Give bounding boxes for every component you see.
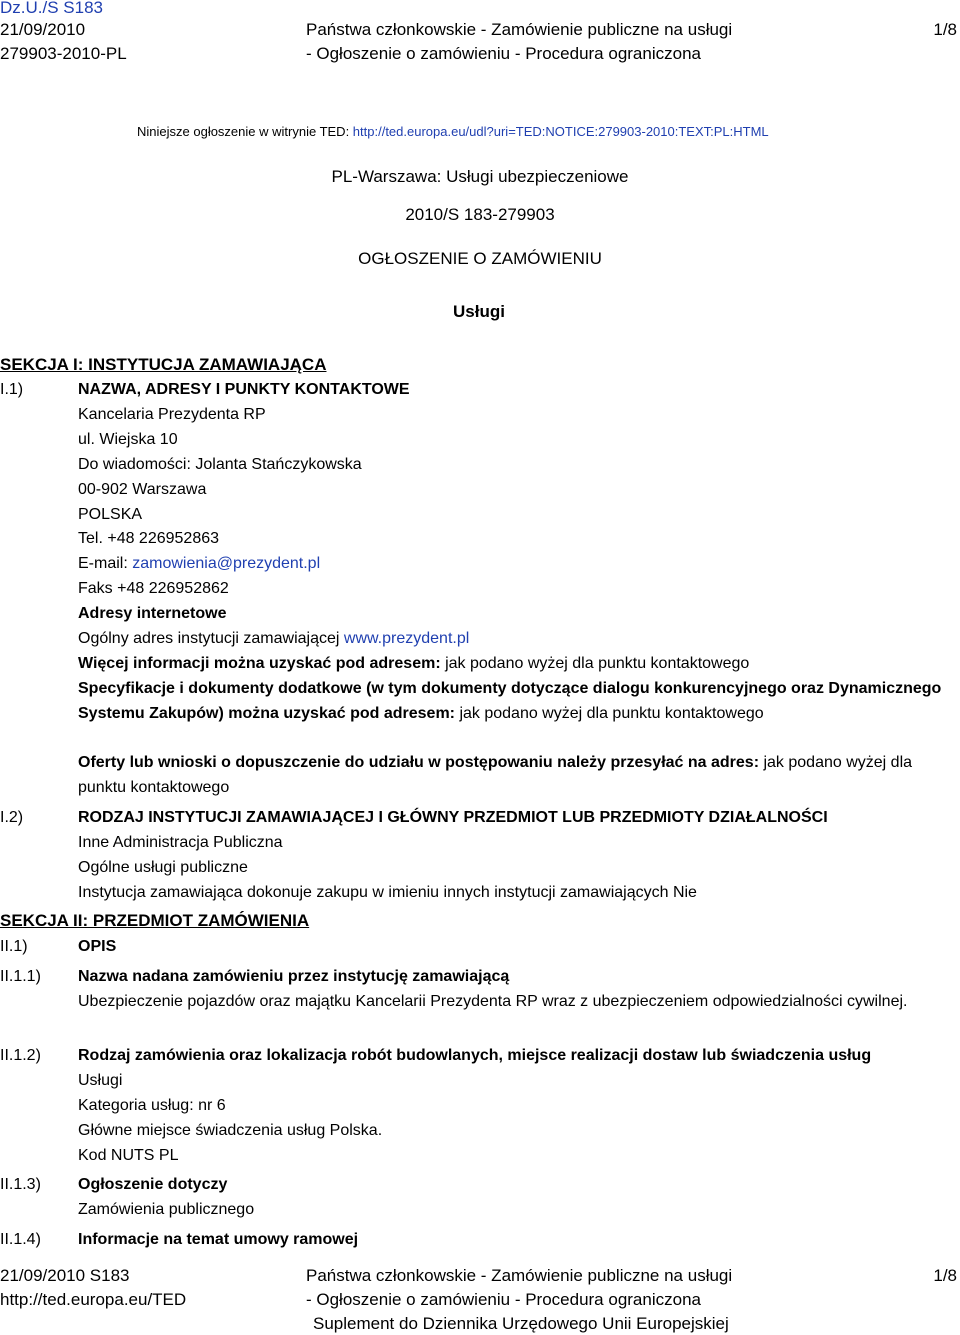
web-address-line bbox=[78, 630, 469, 648]
offers-label: Oferty lub wnioski o dopuszczenie do udziału w postępowaniu należy przesyłać na adres: bbox=[78, 754, 760, 771]
footer-procedure: - Ogłoszenie o zamówieniu - Procedura ograniczona bbox=[306, 1290, 701, 1309]
performance-place: Główne miejsce świadczenia usług Polska. bbox=[78, 1122, 383, 1139]
journal-ref[interactable]: Dz.U./S S183 bbox=[0, 0, 103, 17]
org-email-line bbox=[78, 555, 320, 573]
section-ii11-title: Nazwa nadana zamówieniu przez instytucję zamawiającą bbox=[78, 968, 510, 985]
footer-category: Państwa członkowskie - Zamówienie publiczne na usługi bbox=[306, 1266, 733, 1285]
org-phone: Tel. +48 226952863 bbox=[78, 530, 220, 547]
header-page-number: 1/8 bbox=[933, 20, 957, 39]
service-category: Kategoria usług: nr 6 bbox=[78, 1097, 226, 1114]
offers-value: jak podano wyżej dla punktu kontaktowego bbox=[78, 754, 913, 796]
section-num-ii1: II.1) bbox=[0, 938, 28, 955]
spec-docs-label: Specyfikacje i dokumenty dodatkowe (w tym dokumenty dotyczące dialogu konkurencyjnego oraz Dynamicznego Systemu Zakupów) można uzyskać pod adresem: bbox=[78, 680, 942, 722]
notice-reference: 2010/S 183-279903 bbox=[405, 205, 555, 224]
section-2-heading: SEKCJA II: PRZEDMIOT ZAMÓWIENIA bbox=[0, 911, 310, 930]
header-category: Państwa członkowskie - Zamówienie publiczne na usługi bbox=[306, 20, 733, 39]
header-date: 21/09/2010 bbox=[0, 20, 86, 39]
org-fax: Faks +48 226952862 bbox=[78, 580, 229, 597]
main-activity: Ogólne usługi publiczne bbox=[78, 859, 248, 876]
footer-supplement: Suplement do Dziennika Urzędowego Unii Europejskiej bbox=[313, 1314, 729, 1333]
authority-type: Inne Administracja Publiczna bbox=[78, 834, 283, 851]
spec-docs-paragraph bbox=[78, 676, 948, 726]
footer-date-issue: 21/09/2010 S183 bbox=[0, 1266, 130, 1285]
contract-title: Ubezpieczenie pojazdów oraz majątku Kancelarii Prezydenta RP wraz z ubezpieczeniem odpowiedzialności cywilnej. bbox=[78, 993, 908, 1010]
section-i1-title: NAZWA, ADRESY I PUNKTY KONTAKTOWE bbox=[78, 381, 410, 398]
org-name: Kancelaria Prezydenta RP bbox=[78, 406, 266, 423]
section-ii13-title: Ogłoszenie dotyczy bbox=[78, 1176, 228, 1193]
org-street: ul. Wiejska 10 bbox=[78, 431, 178, 448]
section-num-i2: I.2) bbox=[0, 809, 24, 826]
email-label: E-mail: bbox=[78, 555, 133, 572]
section-num-i1: I.1) bbox=[0, 381, 24, 398]
org-city: 00-902 Warszawa bbox=[78, 481, 207, 498]
email-link[interactable]: zamowienia@prezydent.pl bbox=[132, 555, 321, 572]
more-info-label: Więcej informacji można uzyskać pod adresem: bbox=[78, 655, 441, 672]
section-num-ii14: II.1.4) bbox=[0, 1231, 41, 1248]
section-ii1-title: OPIS bbox=[78, 938, 117, 955]
section-1-heading: SEKCJA I: INSTYTUCJA ZAMAWIAJĄCA bbox=[0, 355, 327, 374]
ted-link-prefix: Niniejsze ogłoszenie w witrynie TED: bbox=[137, 124, 353, 139]
section-ii12-title: Rodzaj zamówienia oraz lokalizacja robót budowlanych, miejsce realizacji dostaw lub świadczenia usług bbox=[78, 1047, 872, 1064]
notice-category: Usługi bbox=[453, 302, 505, 321]
nuts-code: Kod NUTS PL bbox=[78, 1147, 179, 1164]
section-i2-title: RODZAJ INSTYTUCJI ZAMAWIAJĄCEJ I GŁÓWNY PRZEDMIOT LUB PRZEDMIOTY DZIAŁALNOŚCI bbox=[78, 809, 828, 826]
web-link[interactable]: www.prezydent.pl bbox=[343, 630, 470, 647]
notice-type: OGŁOSZENIE O ZAMÓWIENIU bbox=[358, 249, 602, 268]
header-procedure: - Ogłoszenie o zamówieniu - Procedura ograniczona bbox=[306, 44, 701, 63]
section-ii14-title: Informacje na temat umowy ramowej bbox=[78, 1231, 359, 1248]
ted-link-line bbox=[137, 124, 769, 139]
section-num-ii13: II.1.3) bbox=[0, 1176, 41, 1193]
section-num-ii11: II.1.1) bbox=[0, 968, 41, 985]
purchasing-on-behalf: Instytucja zamawiająca dokonuje zakupu w imieniu innych instytucji zamawiających Nie bbox=[78, 884, 697, 901]
offers-paragraph bbox=[78, 750, 948, 800]
section-num-ii12: II.1.2) bbox=[0, 1047, 41, 1064]
footer-page-number: 1/8 bbox=[933, 1266, 957, 1285]
org-attention: Do wiadomości: Jolanta Stańczykowska bbox=[78, 456, 362, 473]
more-info-value: jak podano wyżej dla punktu kontaktowego bbox=[440, 655, 750, 672]
ted-link[interactable]: http://ted.europa.eu/udl?uri=TED:NOTICE:279903-2010:TEXT:PL:HTML bbox=[352, 124, 769, 139]
header-doc-number: 279903-2010-PL bbox=[0, 44, 127, 63]
web-addresses-heading: Adresy internetowe bbox=[78, 605, 227, 622]
spec-docs-value: jak podano wyżej dla punktu kontaktowego bbox=[455, 705, 764, 722]
notice-title: PL-Warszawa: Usługi ubezpieczeniowe bbox=[331, 167, 629, 186]
footer-ted-url[interactable]: http://ted.europa.eu/TED bbox=[0, 1290, 187, 1309]
web-label: Ogólny adres instytucji zamawiającej bbox=[78, 630, 344, 647]
notice-involves: Zamówienia publicznego bbox=[78, 1201, 255, 1218]
org-country: POLSKA bbox=[78, 506, 143, 523]
contract-type: Usługi bbox=[78, 1072, 123, 1089]
more-info-line bbox=[78, 655, 749, 673]
